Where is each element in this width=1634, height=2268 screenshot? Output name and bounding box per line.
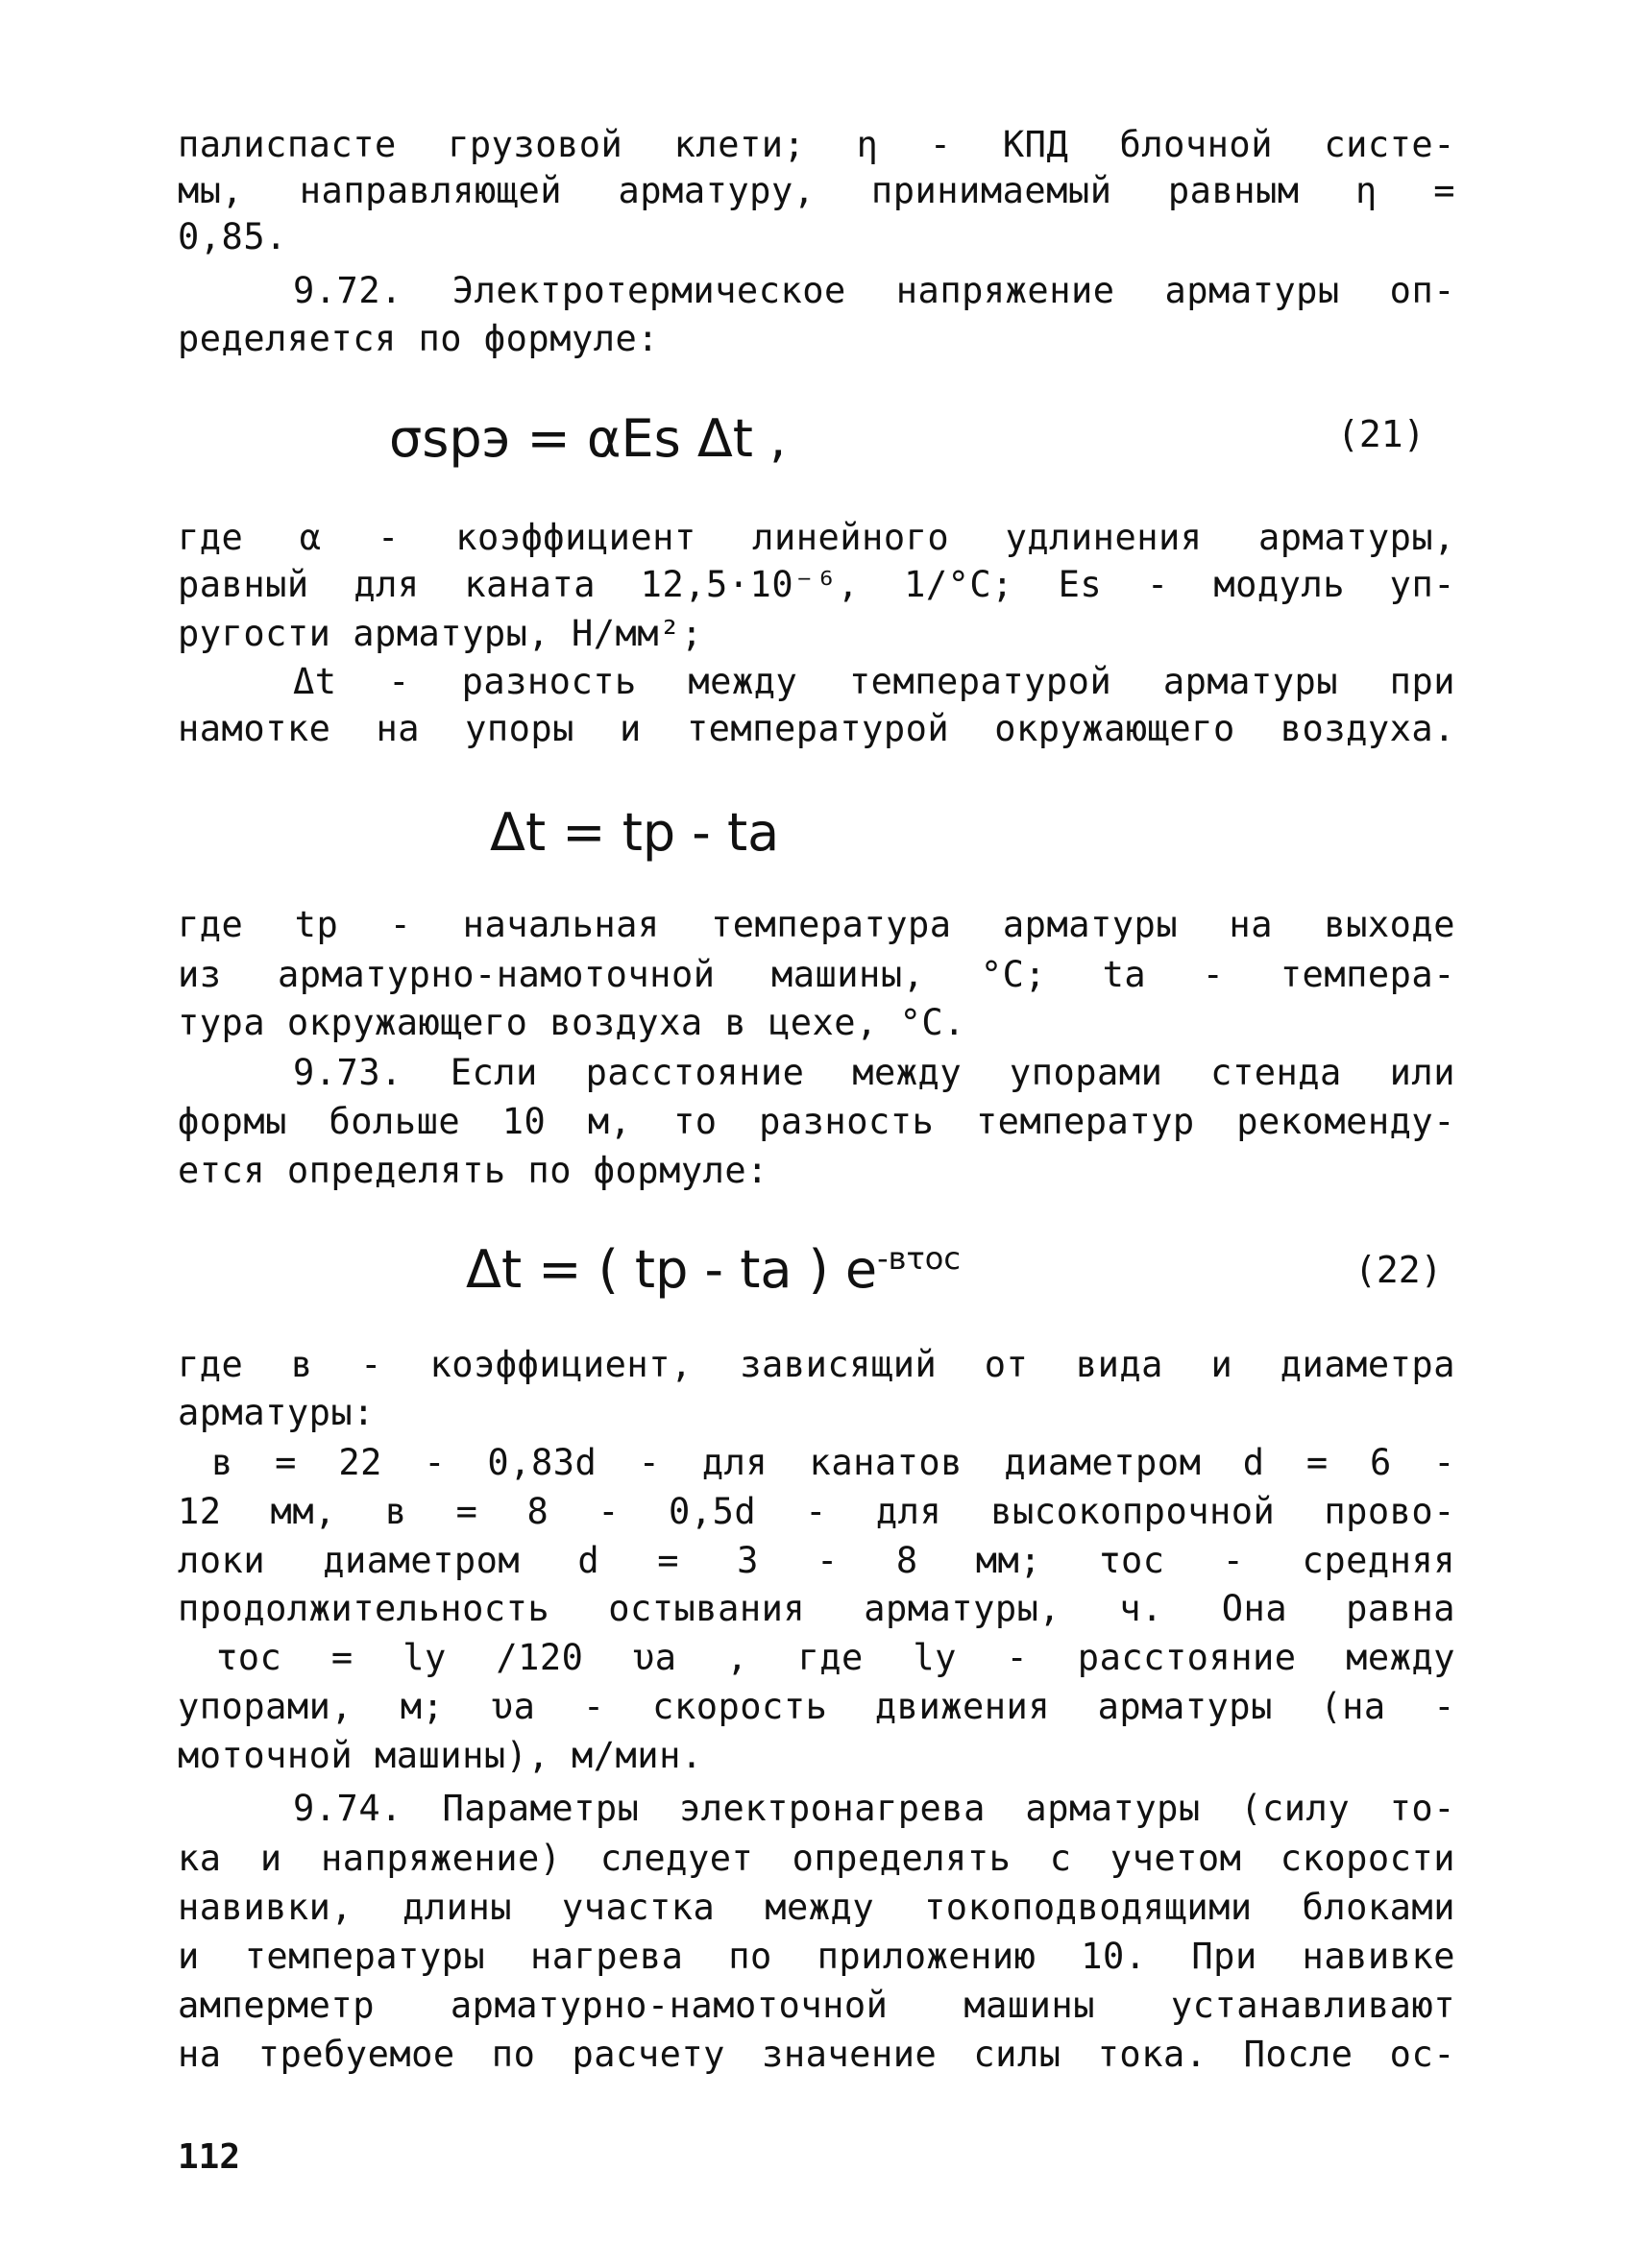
- text-line: мы, направляющей арматуру, принимаемый равным η =: [178, 170, 1455, 211]
- text-line: арматуры:: [178, 1392, 375, 1433]
- paragraph-9-72: 9.72. Электротермическое напряжение арматуры оп-: [293, 270, 1455, 311]
- text-line: где в - коэффициент, зависящий от вида и диаметра: [178, 1344, 1455, 1385]
- text-line: намотке на упоры и температурой окружающего воздуха.: [178, 708, 1455, 749]
- text-line: ределяется по формуле:: [178, 318, 660, 359]
- text-line: 0,85.: [178, 216, 287, 257]
- text-line: Δt - разность между температурой арматуры при: [293, 661, 1455, 702]
- text-line: 12 мм, в = 8 - 0,5d - для высокопрочной прово-: [178, 1491, 1455, 1532]
- formula-21: σspэ = αEs Δt ,: [389, 408, 787, 469]
- page-number: 112: [178, 2137, 241, 2177]
- text-line: в = 22 - 0,83d - для канатов диаметром d = 6 -: [211, 1442, 1455, 1483]
- equation-number-22: (22): [1354, 1249, 1443, 1291]
- paragraph-9-73: 9.73. Если расстояние между упорами стенда или: [293, 1052, 1455, 1093]
- text-line: где tp - начальная температура арматуры на выходе: [178, 904, 1455, 945]
- text-line: упорами, м; υa - скорость движения арматуры (на -: [178, 1686, 1455, 1727]
- text-line: локи диаметром d = 3 - 8 мм; τoc - средняя: [178, 1540, 1455, 1581]
- text-line: ется определять по формуле:: [178, 1150, 768, 1191]
- paragraph-9-74: 9.74. Параметры электронагрева арматуры (силу то-: [293, 1788, 1455, 1829]
- formula-22: [466, 1239, 961, 1300]
- text-line: где α - коэффициент линейного удлинения арматуры,: [178, 517, 1455, 558]
- text-line: навивки, длины участка между токоподводящими блоками: [178, 1887, 1455, 1928]
- text-line: τoc = ly /120 υa , где ly - расстояние между: [216, 1637, 1455, 1678]
- equation-number-21: (21): [1337, 413, 1426, 455]
- text-line: из арматурно-намоточной машины, °C; ta - темпера-: [178, 954, 1455, 995]
- text-line: ка и напряжение) следует определять с учетом скорости: [178, 1838, 1455, 1879]
- formula-22-exponent: -вτoc: [877, 1240, 961, 1277]
- text-line: равный для каната 12,5·10⁻⁶, 1/°C; Es - модуль уп-: [178, 564, 1455, 605]
- formula-22-body: Δt = ( tp - ta ) e: [466, 1239, 878, 1300]
- text-line: на требуемое по расчету значение силы тока. После ос-: [178, 2034, 1455, 2075]
- formula-delta-t: Δt = tp - ta: [490, 802, 780, 863]
- text-line: продолжительность остывания арматуры, ч. Она равна: [178, 1588, 1455, 1629]
- text-line: и температуры нагрева по приложению 10. При навивке: [178, 1936, 1455, 1977]
- text-line: палиспасте грузовой клети; η - КПД блочной систе-: [178, 124, 1455, 165]
- text-line: амперметр арматурно-намоточной машины устанавливают: [178, 1985, 1455, 2026]
- text-line: формы больше 10 м, то разность температур рекоменду-: [178, 1101, 1455, 1142]
- text-line: моточной машины), м/мин.: [178, 1735, 703, 1776]
- text-line: тура окружающего воздуха в цехе, °C.: [178, 1002, 965, 1043]
- text-line: ругости арматуры, Н/мм²;: [178, 613, 703, 654]
